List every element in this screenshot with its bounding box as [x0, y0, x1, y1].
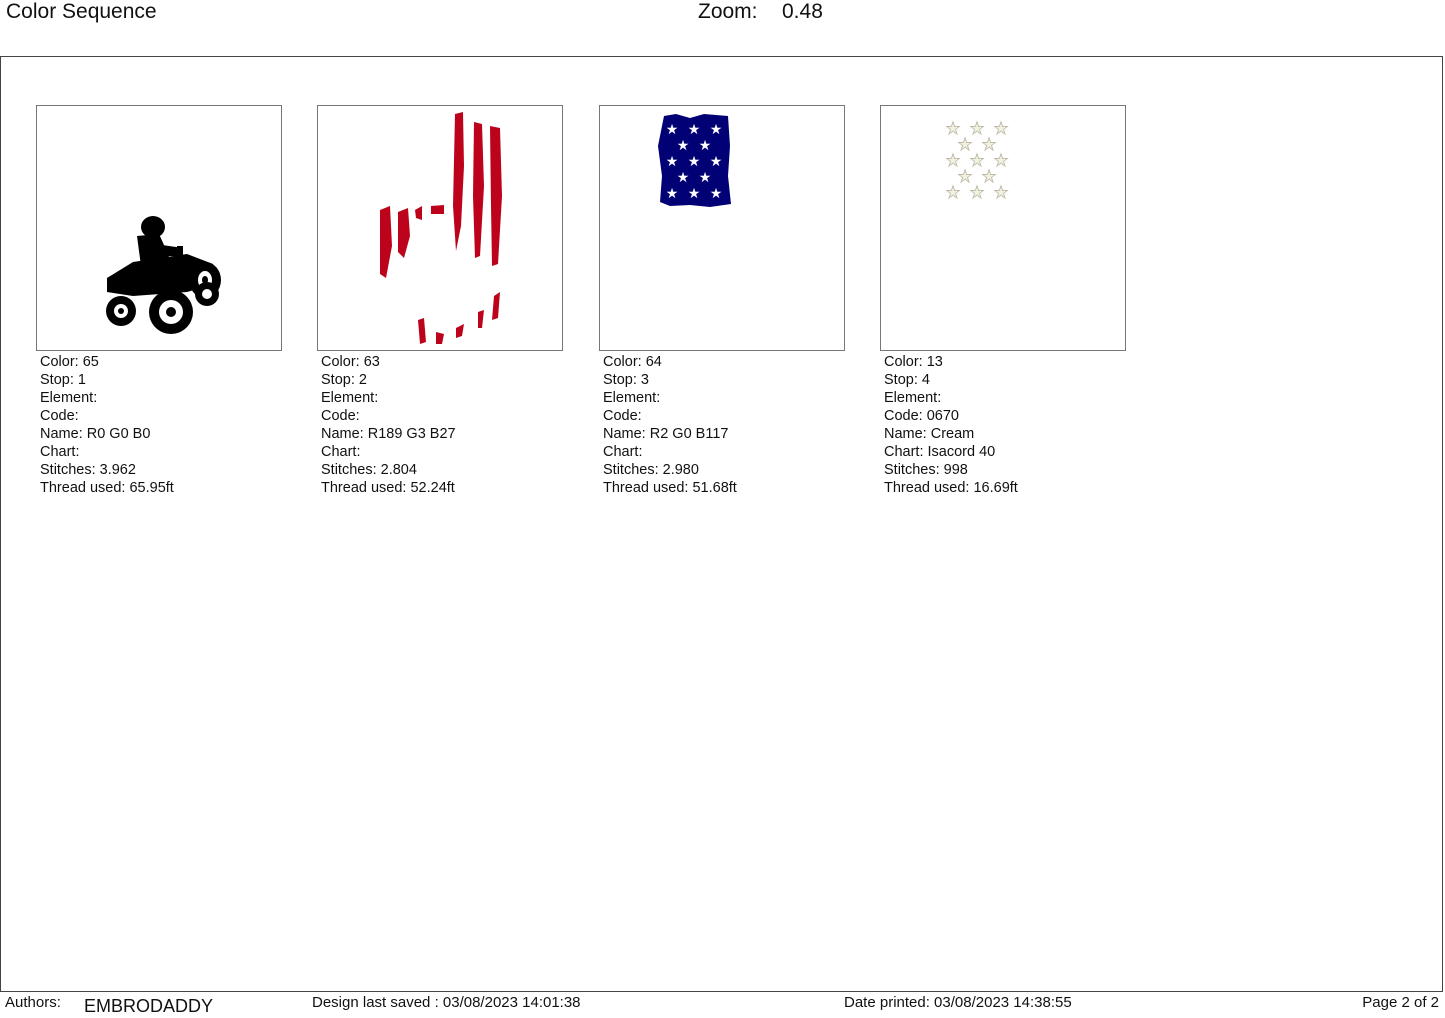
svg-text:★: ★ — [957, 167, 973, 187]
zoom-label: Zoom: — [698, 0, 758, 23]
svg-text:★: ★ — [993, 183, 1009, 203]
svg-text:★: ★ — [945, 151, 961, 171]
svg-text:★: ★ — [676, 170, 690, 186]
color-info-3 — [599, 353, 845, 497]
stop-number: Stop: 3 — [603, 372, 649, 388]
svg-text:★: ★ — [665, 186, 679, 202]
authors-label: Authors: — [5, 994, 61, 1011]
svg-text:★: ★ — [665, 122, 679, 138]
chart: Chart: — [603, 444, 643, 460]
svg-text:★: ★ — [687, 186, 701, 202]
stitches: Stitches: 998 — [884, 462, 968, 478]
stop-number: Stop: 4 — [884, 372, 930, 388]
svg-text:★: ★ — [957, 135, 973, 155]
color-info-4 — [880, 353, 1126, 497]
flag-stripes-icon — [318, 106, 564, 352]
svg-text:★: ★ — [969, 183, 985, 203]
stop-number: Stop: 2 — [321, 372, 367, 388]
stitches: Stitches: 2.980 — [603, 462, 699, 478]
svg-text:★: ★ — [687, 154, 701, 170]
stitches: Stitches: 3.962 — [40, 462, 136, 478]
svg-text:★: ★ — [709, 122, 723, 138]
svg-text:★: ★ — [969, 151, 985, 171]
color-number: Color: 63 — [321, 354, 380, 370]
color-card-2 — [317, 105, 563, 497]
svg-text:★: ★ — [698, 170, 712, 186]
color-card-1 — [36, 105, 282, 497]
code: Code: — [40, 408, 79, 424]
element: Element: — [321, 390, 379, 406]
svg-text:★: ★ — [981, 135, 997, 155]
thread-name: Name: R0 G0 B0 — [40, 426, 151, 442]
thread-used: Thread used: 52.24ft — [321, 480, 455, 496]
svg-text:★: ★ — [709, 186, 723, 202]
color-info-1 — [36, 353, 282, 497]
thread-used: Thread used: 65.95ft — [40, 480, 174, 496]
svg-text:★: ★ — [945, 119, 961, 139]
svg-text:★: ★ — [969, 119, 985, 139]
date-printed: Date printed: 03/08/2023 14:38:55 — [844, 994, 1072, 1011]
authors-value: EMBRODADDY — [84, 996, 214, 1016]
svg-text:★: ★ — [945, 183, 961, 203]
color-number: Color: 13 — [884, 354, 943, 370]
color-number: Color: 64 — [603, 354, 662, 370]
color-thumbnail-1 — [36, 105, 282, 351]
code: Code: — [603, 408, 642, 424]
code: Code: — [321, 408, 360, 424]
design-last-saved: Design last saved : 03/08/2023 14:01:38 — [312, 994, 581, 1011]
color-thumbnail-4 — [880, 105, 1126, 351]
star-field-icon — [600, 106, 846, 352]
svg-text:★: ★ — [709, 154, 723, 170]
svg-text:★: ★ — [676, 138, 690, 154]
thread-used: Thread used: 51.68ft — [603, 480, 737, 496]
page-title: Color Sequence — [6, 0, 157, 23]
thread-name: Name: Cream — [884, 426, 975, 442]
stop-number: Stop: 1 — [40, 372, 86, 388]
atv-rider-icon — [37, 106, 283, 352]
svg-text:★: ★ — [687, 122, 701, 138]
page-number: Page 2 of 2 — [1362, 994, 1439, 1011]
color-thumbnail-2 — [317, 105, 563, 351]
stitches: Stitches: 2.804 — [321, 462, 417, 478]
element: Element: — [603, 390, 661, 406]
svg-text:★: ★ — [665, 154, 679, 170]
svg-text:★: ★ — [993, 119, 1009, 139]
chart: Chart: — [321, 444, 361, 460]
zoom-value: 0.48 — [782, 0, 823, 23]
color-number: Color: 65 — [40, 354, 99, 370]
color-info-2 — [317, 353, 563, 497]
chart: Chart: Isacord 40 — [884, 444, 996, 460]
element: Element: — [40, 390, 98, 406]
code: Code: 0670 — [884, 408, 959, 424]
chart: Chart: — [40, 444, 80, 460]
stars-icon — [881, 106, 1127, 352]
svg-text:★: ★ — [981, 167, 997, 187]
element: Element: — [884, 390, 942, 406]
color-card-4 — [880, 105, 1126, 497]
thread-used: Thread used: 16.69ft — [884, 480, 1018, 496]
thread-name: Name: R189 G3 B27 — [321, 426, 456, 442]
color-card-3 — [599, 105, 845, 497]
svg-text:★: ★ — [993, 151, 1009, 171]
thread-name: Name: R2 G0 B117 — [603, 426, 729, 442]
color-thumbnail-3 — [599, 105, 845, 351]
svg-text:★: ★ — [698, 138, 712, 154]
